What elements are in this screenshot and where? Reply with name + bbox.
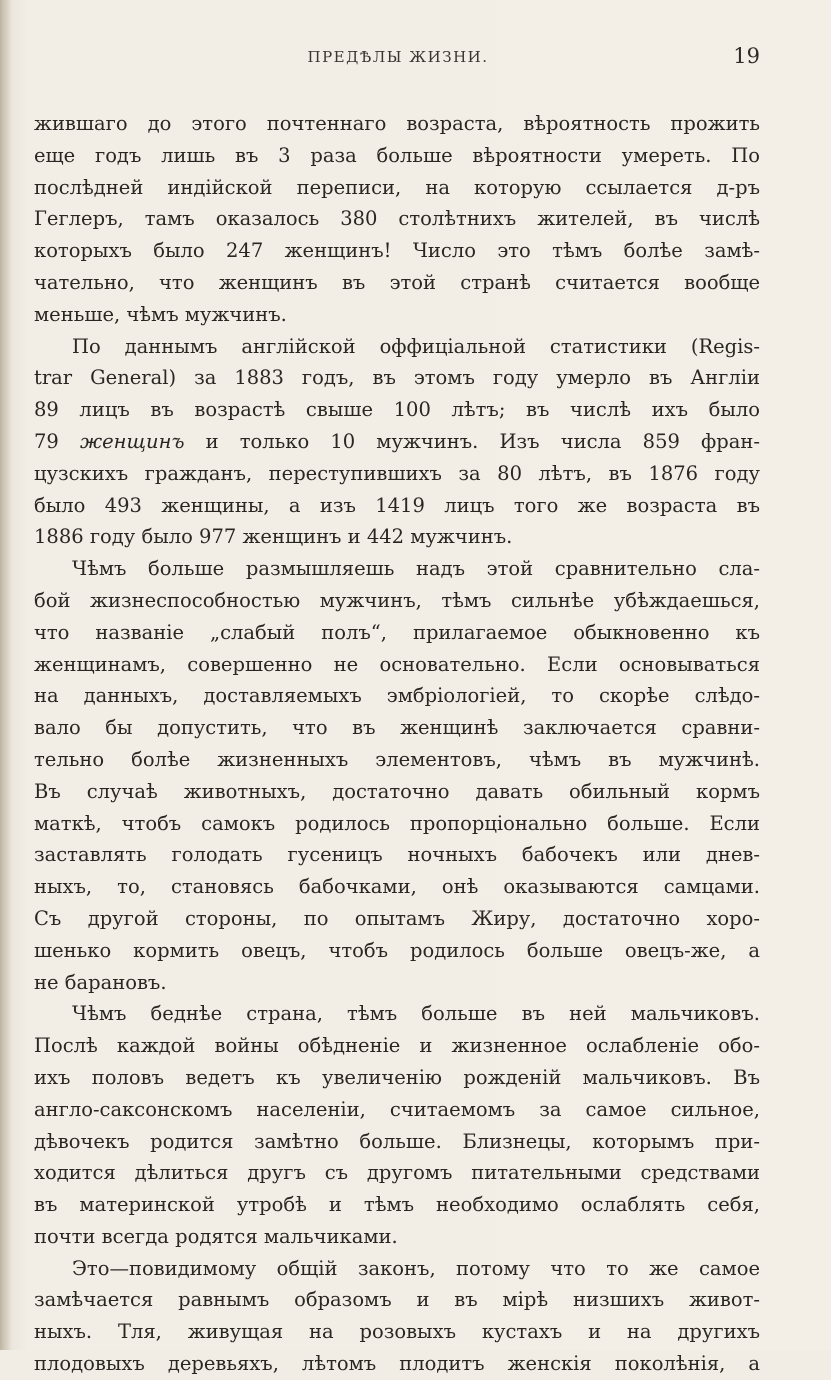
text-fragment: 79 — [34, 429, 80, 453]
text-line: шенько кормить овецъ, чтобъ родилось больше овецъ-же, а — [34, 938, 760, 962]
text-line: женщинамъ, совершенно не основательно. Если основываться — [34, 652, 760, 676]
text-line: въ материнской утробѣ и тѣмъ необходимо ослаблять себя, — [34, 1193, 760, 1217]
text-line: меньше, чѣмъ мужчинъ. — [34, 302, 287, 326]
text-line: бой жизнеспособностью мужчинъ, тѣмъ сильнѣе убѣждаешься, — [34, 588, 760, 612]
text-line: цузскихъ гражданъ, переступившихъ за 80 лѣтъ, въ 1876 году — [34, 461, 760, 485]
text-line: Послѣ каждой войны обѣдненіе и жизненное ослабленіе обо- — [34, 1034, 760, 1058]
body-text — [34, 108, 760, 1380]
text-line: почти всегда родятся мальчиками. — [34, 1224, 398, 1248]
text-line: 89 лицъ въ возрастѣ свыше 100 лѣтъ; въ числѣ ихъ было — [34, 398, 760, 422]
text-line: англо-саксонскомъ населеніи, считаемомъ за самое сильное, — [34, 1097, 760, 1121]
text-line: было 493 женщины, а изъ 1419 лицъ того же возраста въ — [34, 493, 760, 517]
text-line: еще годъ лишь въ 3 раза больше вѣроятности умереть. По — [34, 143, 760, 167]
text-line — [34, 426, 760, 458]
text-line: Съ другой стороны, по опытамъ Жиру, достаточно хоро- — [34, 906, 760, 930]
text-line: Чѣмъ беднѣе страна, тѣмъ больше въ ней мальчиковъ. — [72, 1002, 760, 1026]
text-line: Въ случаѣ животныхъ, достаточно давать обильный кормъ — [34, 779, 760, 803]
text-fragment: и только 10 мужчинъ. Изъ числа 859 фран- — [184, 429, 760, 453]
text-line: заставлять голодать гусеницъ ночныхъ бабочекъ или днев- — [34, 843, 760, 867]
text-line: ныхъ. Тля, живущая на розовыхъ кустахъ и на другихъ — [34, 1320, 760, 1344]
text-line: Это—повидимому общій законъ, потому что то же самое — [72, 1256, 760, 1280]
text-line: что названіе „слабый полъ“, прилагаемое обыкновенно къ — [34, 620, 760, 644]
running-head: ПРЕДѢЛЫ ЖИЗНИ. — [307, 48, 489, 66]
text-line: trar General) за 1883 годъ, въ этомъ году умерло въ Англіи — [34, 366, 760, 390]
text-line: послѣдней индійской переписи, на которую ссылается д-ръ — [34, 175, 760, 199]
text-line: вало бы допустить, что въ женщинѣ заключается сравни- — [34, 716, 760, 740]
text-line: 1886 году было 977 женщинъ и 442 мужчинъ. — [34, 525, 513, 549]
text-line: Геглеръ, тамъ оказалось 380 столѣтнихъ жителей, въ числѣ — [34, 207, 760, 231]
text-line: тельно болѣе жизненныхъ элементовъ, чѣмъ въ мужчинѣ. — [34, 747, 760, 771]
page-number: 19 — [733, 44, 760, 68]
text-line: на данныхъ, доставляемыхъ эмбріологіей, то скорѣе слѣдо- — [34, 684, 760, 708]
text-line: дѣвочекъ родится замѣтно больше. Близнецы, которымъ при- — [34, 1129, 760, 1153]
text-line: замѣчается равнымъ образомъ и въ мірѣ низшихъ живот- — [34, 1288, 760, 1312]
text-line: жившаго до этого почтеннаго возраста, вѣроятность прожить — [34, 112, 760, 135]
page-header — [36, 44, 760, 74]
text-line: ходится дѣлиться другъ съ другомъ питательными средствами — [34, 1161, 760, 1185]
text-line: ихъ половъ ведетъ къ увеличенію рожденій мальчиковъ. Въ — [34, 1065, 760, 1089]
text-line: ныхъ, то, становясь бабочками, онѣ оказываются самцами. — [34, 875, 760, 899]
text-line: не барановъ. — [34, 970, 167, 994]
text-line: Чѣмъ больше размышляешь надъ этой сравнительно сла- — [72, 557, 760, 581]
text-line: чательно, что женщинъ въ этой странѣ считается вообще — [34, 270, 760, 294]
text-line: маткѣ, чтобъ самокъ родилось пропорціонально больше. Если — [34, 811, 760, 835]
text-line: которыхъ было 247 женщинъ! Число это тѣмъ болѣе замѣ- — [34, 239, 760, 263]
gutter-shadow — [0, 0, 12, 1350]
emphasized-word: женщинъ — [79, 429, 185, 453]
text-line: плодовыхъ деревьяхъ, лѣтомъ плодитъ женскія поколѣнія, а — [34, 1352, 760, 1376]
text-line: По даннымъ англійской оффиціальной статистики (Regis- — [72, 334, 760, 358]
